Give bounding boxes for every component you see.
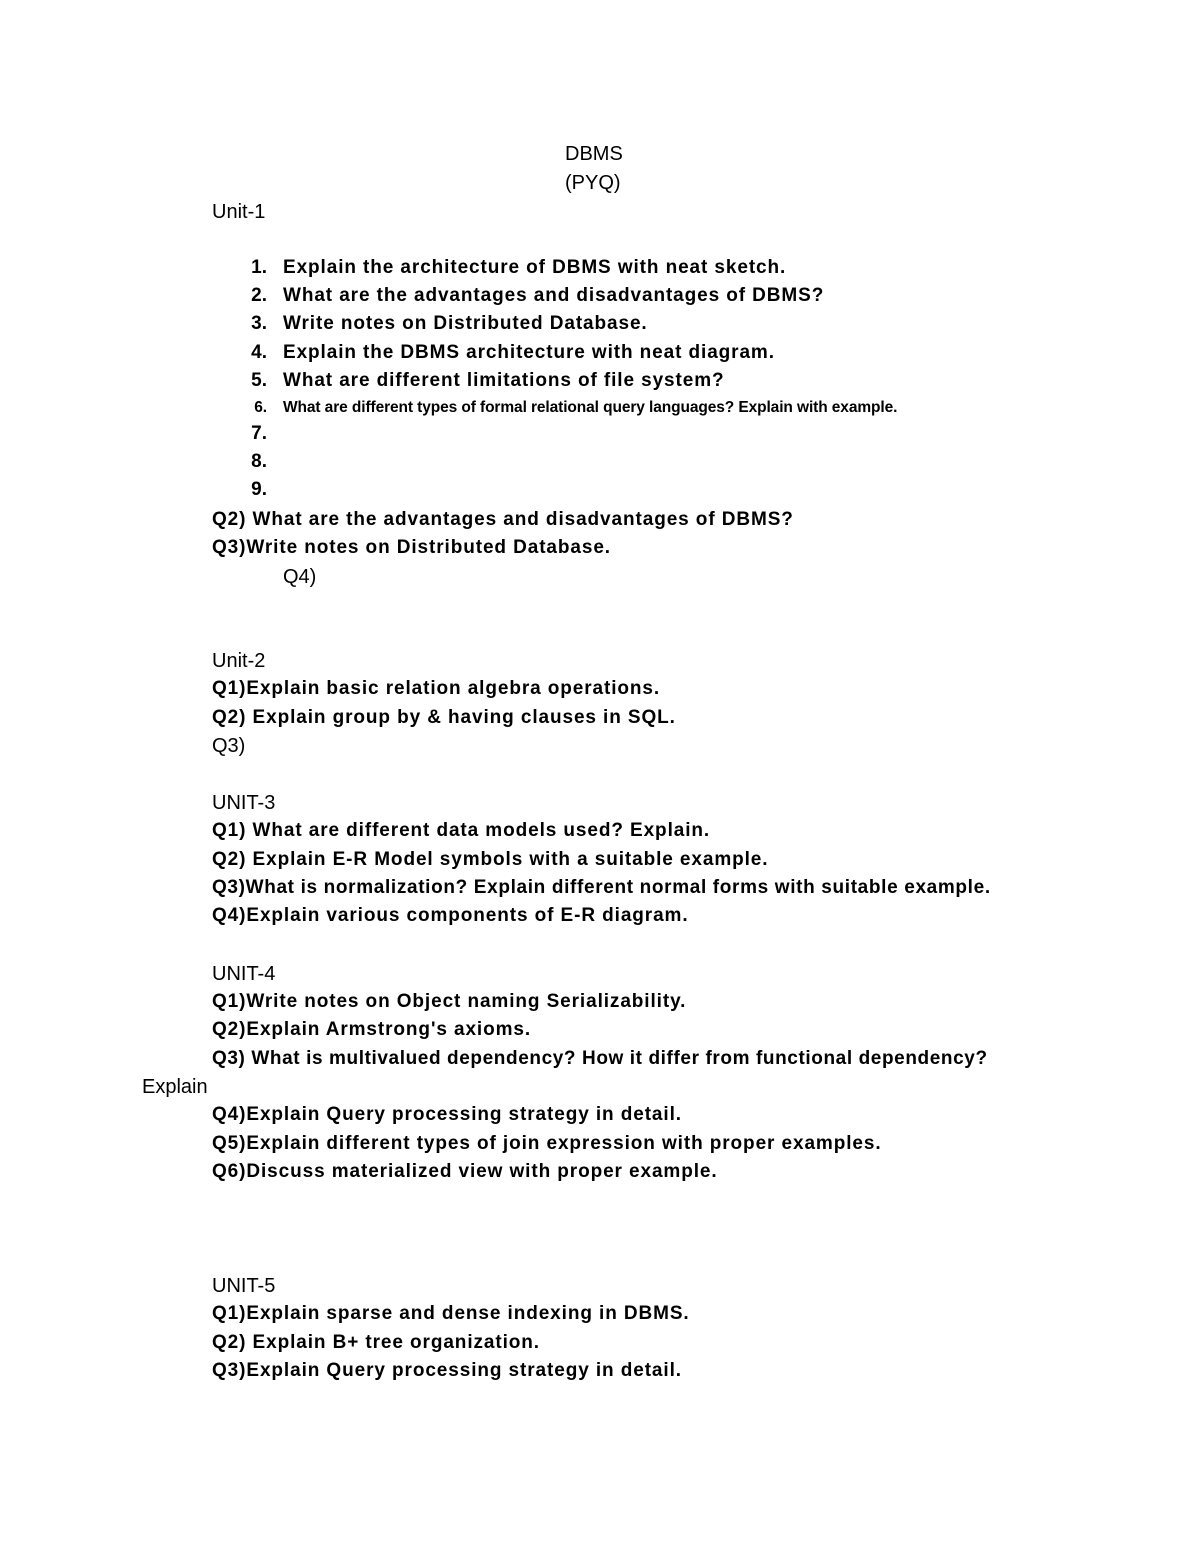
unit-5-question: Q1)Explain sparse and dense indexing in DBMS. xyxy=(212,1303,690,1324)
list-number: 4. xyxy=(251,342,267,363)
unit-3-question: Q4)Explain various components of E-R diagram. xyxy=(212,905,689,926)
unit-1-question: Q2) What are the advantages and disadvantages of DBMS? xyxy=(212,509,794,530)
unit-5-heading: UNIT-5 xyxy=(212,1275,276,1297)
list-number: 6. xyxy=(254,399,267,416)
unit-3-question: Q2) Explain E-R Model symbols with a suitable example. xyxy=(212,849,769,870)
unit-4-question: Q4)Explain Query processing strategy in detail. xyxy=(212,1104,682,1125)
list-item: What are the advantages and disadvantages of DBMS? xyxy=(283,285,825,306)
unit-5-question: Q3)Explain Query processing strategy in detail. xyxy=(212,1360,682,1381)
page-subtitle: (PYQ) xyxy=(565,172,621,194)
unit-2-question: Q1)Explain basic relation algebra operations. xyxy=(212,678,661,699)
unit-1-question: Q3)Write notes on Distributed Database. xyxy=(212,537,611,558)
unit-4-question: Q2)Explain Armstrong's axioms. xyxy=(212,1019,532,1040)
list-number: 9. xyxy=(251,479,267,500)
list-item: Explain the architecture of DBMS with neat sketch. xyxy=(283,257,787,278)
unit-4-question: Q5)Explain different types of join expression with proper examples. xyxy=(212,1133,882,1154)
list-item: Write notes on Distributed Database. xyxy=(283,313,648,334)
unit-4-question: Q1)Write notes on Object naming Serializability. xyxy=(212,991,687,1012)
list-number: 3. xyxy=(251,313,267,334)
list-item: What are different types of formal relational query languages? Explain with example. xyxy=(283,399,898,416)
page-title: DBMS xyxy=(565,143,623,165)
unit-2-question: Q3) xyxy=(212,735,246,757)
unit-5-question: Q2) Explain B+ tree organization. xyxy=(212,1332,540,1353)
unit-4-question: Q6)Discuss materialized view with proper example. xyxy=(212,1161,718,1182)
unit-3-heading: UNIT-3 xyxy=(212,792,276,814)
unit-1-question: Q4) xyxy=(283,566,317,588)
list-number: 1. xyxy=(251,257,267,278)
unit-4-question: Q3) What is multivalued dependency? How it differ from functional dependency? xyxy=(212,1048,988,1069)
list-number: 5. xyxy=(251,370,267,391)
list-number: 2. xyxy=(251,285,267,306)
list-number: 8. xyxy=(251,451,267,472)
unit-2-heading: Unit-2 xyxy=(212,650,266,672)
unit-1-heading: Unit-1 xyxy=(212,201,266,223)
unit-4-question-continuation: Explain xyxy=(142,1076,208,1098)
unit-3-question: Q1) What are different data models used? Explain. xyxy=(212,820,711,841)
unit-2-question: Q2) Explain group by & having clauses in SQL. xyxy=(212,707,676,728)
list-number: 7. xyxy=(251,423,267,444)
list-item: Explain the DBMS architecture with neat diagram. xyxy=(283,342,775,363)
unit-4-heading: UNIT-4 xyxy=(212,963,276,985)
unit-3-question: Q3)What is normalization? Explain different normal forms with suitable example. xyxy=(212,877,991,898)
list-item: What are different limitations of file system? xyxy=(283,370,725,391)
